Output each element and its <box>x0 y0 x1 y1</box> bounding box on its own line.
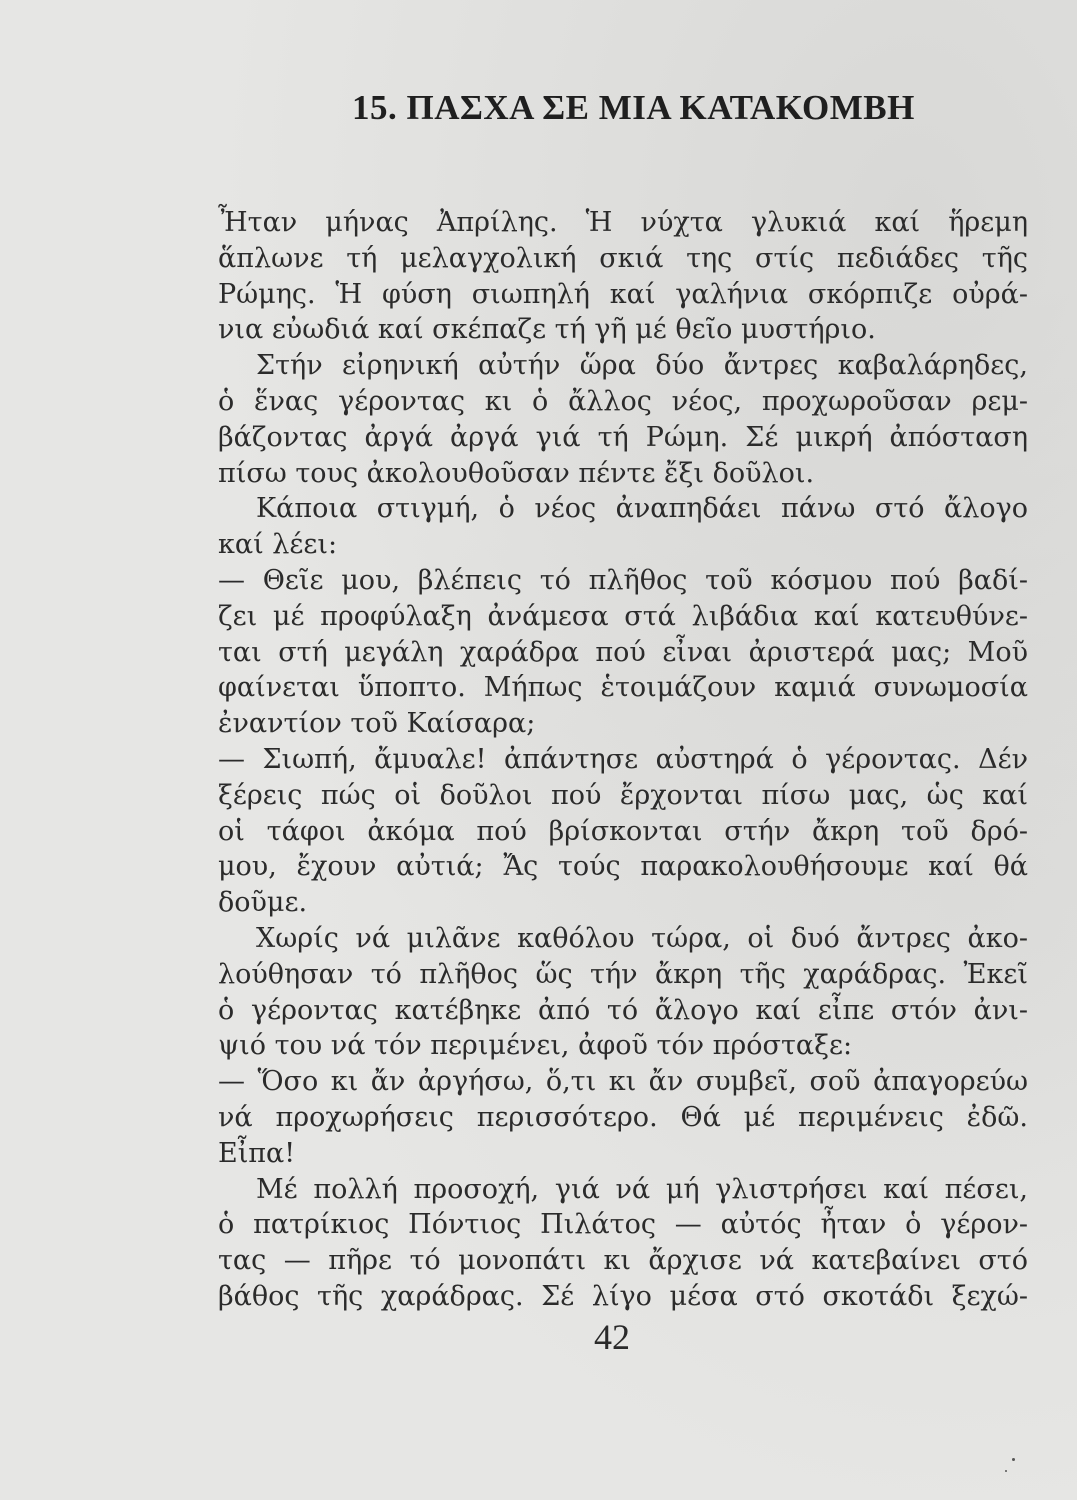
text-line: οἱ τάφοι ἀκόμα πού βρίσκονται στήν ἄκρη τοῦ δρό- <box>218 815 1028 847</box>
chapter-title: 15. ΠΑΣΧΑ ΣΕ ΜΙΑ ΚΑΤΑΚΟΜΒΗ <box>352 88 915 127</box>
text-line: ὁ ἕνας γέροντας κι ὁ ἄλλος νέος, προχωροῦσαν ρεμ- <box>218 385 1028 417</box>
text-line: Ρώμης. Ἡ φύση σιωπηλή καί γαλήνια σκόρπιζε οὐρά- <box>218 278 1028 310</box>
page-number: 42 <box>594 1317 630 1357</box>
scan-speck <box>1005 1470 1007 1472</box>
text-line: Στήν εἰρηνική αὐτήν ὥρα δύο ἄντρες καβαλάρηδες, <box>256 350 1028 382</box>
text-line: λούθησαν τό πλῆθος ὥς τήν ἄκρη τῆς χαράδρας. Ἐκεῖ <box>218 958 1028 990</box>
text-line: ὁ πατρίκιος Πόντιος Πιλάτος — αὐτός ἦταν ὁ γέρον- <box>218 1209 1028 1241</box>
text-line: βάζοντας ἀργά ἀργά γιά τή Ρώμη. Σέ μικρή ἀπόσταση <box>218 421 1028 453</box>
text-line: Εἶπα! <box>218 1137 296 1169</box>
text-line: μου, ἔχουν αὐτιά; Ἄς τούς παρακολουθήσουμε καί θά <box>218 851 1028 883</box>
text-line: τας — πῆρε τό μονοπάτι κι ἄρχισε νά κατεβαίνει στό <box>218 1245 1028 1277</box>
text-line: ται στή μεγάλη χαράδρα πού εἶναι ἀριστερά μας; Μοῦ <box>218 636 1028 668</box>
scan-speck <box>1012 1458 1015 1461</box>
text-line: ἅπλωνε τή μελαγχολική σκιά της στίς πεδιάδες τῆς <box>218 242 1028 274</box>
text-line: Χωρίς νά μιλᾶνε καθόλου τώρα, οἱ δυό ἄντρες ἀκο- <box>256 922 1028 954</box>
text-line: καί λέει: <box>218 529 338 561</box>
text-line: νά προχωρήσεις περισσότερο. Θά μέ περιμένεις ἐδῶ. <box>218 1101 1028 1133</box>
text-line: — Θεῖε μου, βλέπεις τό πλῆθος τοῦ κόσμου πού βαδί- <box>218 564 1028 596</box>
text-line: ζει μέ προφύλαξη ἀνάμεσα στά λιβάδια καί κατευθύνε- <box>218 600 1028 632</box>
text-line: ξέρεις πώς οἱ δοῦλοι πού ἔρχονται πίσω μας, ὡς καί <box>218 779 1028 811</box>
text-line: φαίνεται ὕποπτο. Μήπως ἑτοιμάζουν καμιά συνωμοσία <box>218 672 1028 704</box>
text-line: — Ὅσο κι ἄν ἀργήσω, ὅ,τι κι ἄν συμβεῖ, σοῦ ἀπαγορεύω <box>218 1066 1028 1098</box>
text-line: ψιό του νά τόν περιμένει, ἀφοῦ τόν πρόσταξε: <box>218 1030 853 1062</box>
text-line: βάθος τῆς χαράδρας. Σέ λίγο μέσα στό σκοτάδι ξεχώ- <box>218 1280 1028 1312</box>
text-line: Ἦταν μήνας Ἀπρίλης. Ἡ νύχτα γλυκιά καί ἥρεμη <box>218 207 1028 238</box>
text-line: πίσω τους ἀκολουθοῦσαν πέντε ἔξι δοῦλοι. <box>218 457 815 489</box>
text-line: ἐναντίον τοῦ Καίσαρα; <box>218 708 536 740</box>
body-text <box>218 205 1028 1315</box>
text-line: δοῦμε. <box>218 887 308 919</box>
text-line: νια εὐωδιά καί σκέπαζε τή γῆ μέ θεῖο μυστήριο. <box>218 314 876 346</box>
text-line: Κάποια στιγμή, ὁ νέος ἀναπηδάει πάνω στό ἄλογο <box>256 493 1028 525</box>
text-line: ὁ γέροντας κατέβηκε ἀπό τό ἄλογο καί εἶπε στόν ἀνι- <box>218 994 1028 1026</box>
text-line: Μέ πολλή προσοχή, γιά νά μή γλιστρήσει καί πέσει, <box>256 1173 1028 1205</box>
text-line: — Σιωπή, ἄμυαλε! ἀπάντησε αὐστηρά ὁ γέροντας. Δέν <box>218 743 1028 775</box>
